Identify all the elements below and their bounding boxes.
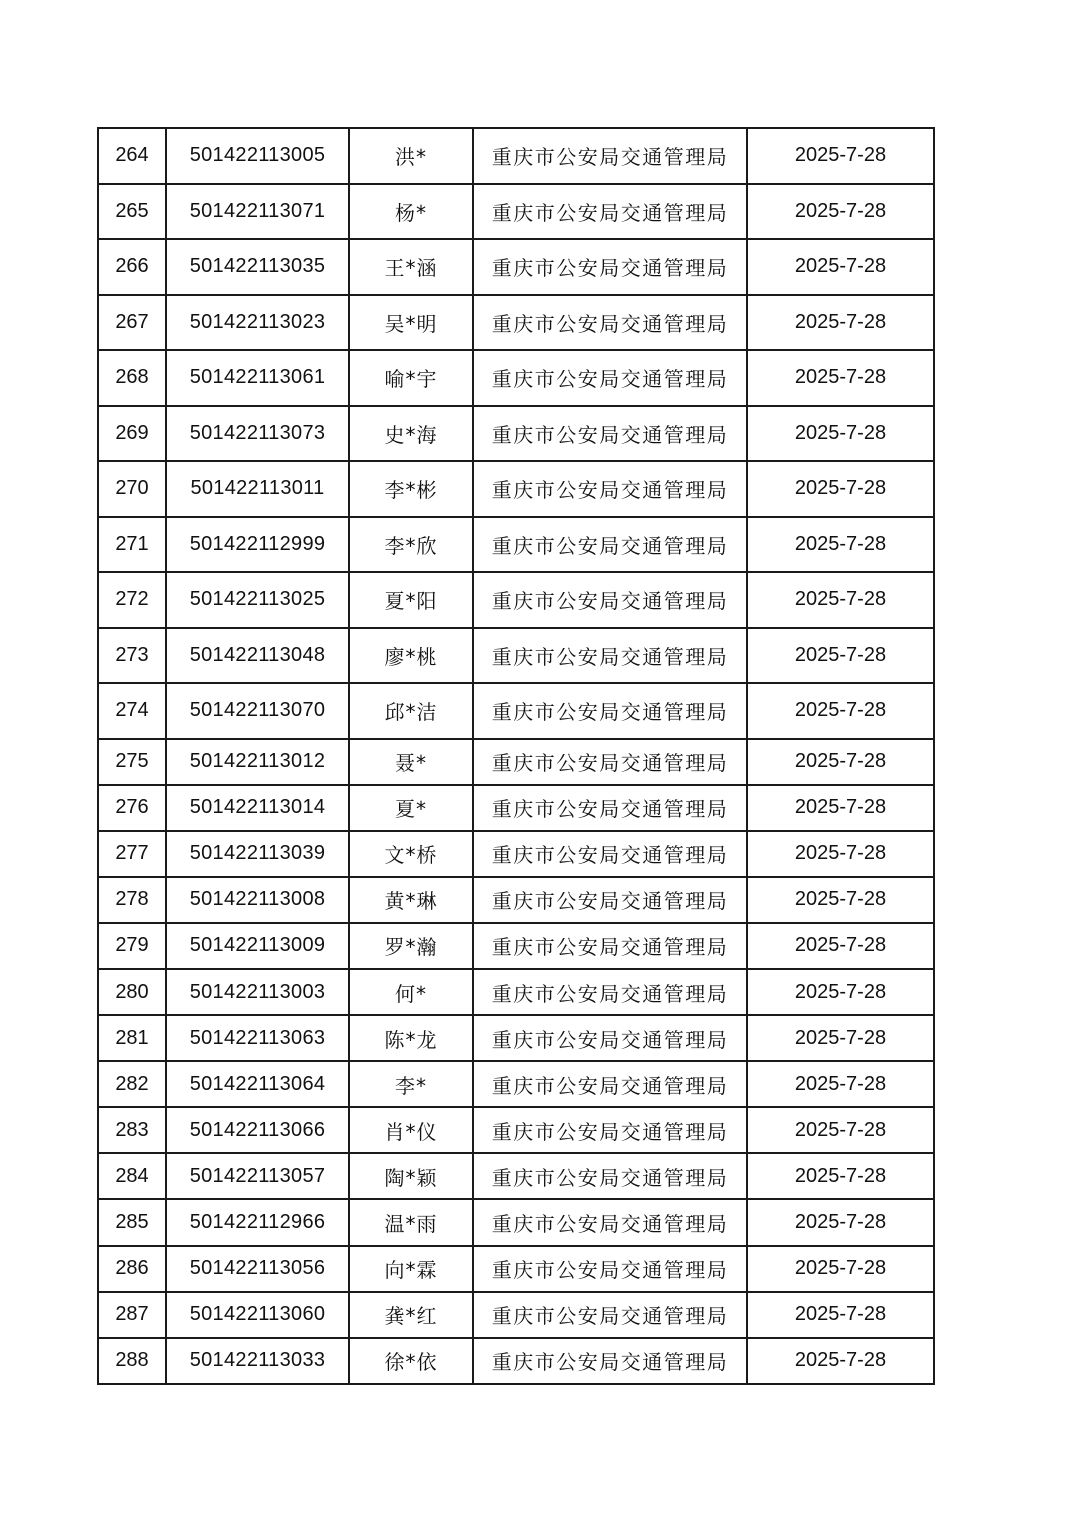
date-cell: 2025-7-28 — [747, 1153, 934, 1199]
name-cell: 喻*宇 — [349, 350, 473, 406]
sequence-cell: 288 — [98, 1338, 166, 1384]
issuing-authority-cell: 重庆市公安局交通管理局 — [473, 128, 747, 184]
date-cell: 2025-7-28 — [747, 572, 934, 628]
sequence-cell: 265 — [98, 184, 166, 240]
name-cell: 洪* — [349, 128, 473, 184]
certificate-number-cell: 501422113003 — [166, 969, 349, 1015]
certificate-number-cell: 501422112966 — [166, 1199, 349, 1245]
sequence-cell: 277 — [98, 831, 166, 877]
name-cell: 李*彬 — [349, 461, 473, 517]
name-cell: 李*欣 — [349, 517, 473, 573]
sequence-cell: 267 — [98, 295, 166, 351]
table-row — [98, 785, 934, 831]
certificate-number-cell: 501422113011 — [166, 461, 349, 517]
table-row — [98, 184, 934, 240]
issuing-authority-cell: 重庆市公安局交通管理局 — [473, 739, 747, 785]
date-cell: 2025-7-28 — [747, 1292, 934, 1338]
table-row — [98, 1292, 934, 1338]
date-cell: 2025-7-28 — [747, 785, 934, 831]
date-cell: 2025-7-28 — [747, 1199, 934, 1245]
sequence-cell: 272 — [98, 572, 166, 628]
issuing-authority-cell: 重庆市公安局交通管理局 — [473, 1292, 747, 1338]
sequence-cell: 285 — [98, 1199, 166, 1245]
certificate-number-cell: 501422113073 — [166, 406, 349, 462]
issuing-authority-cell: 重庆市公安局交通管理局 — [473, 1107, 747, 1153]
date-cell: 2025-7-28 — [747, 628, 934, 684]
name-cell: 廖*桃 — [349, 628, 473, 684]
issuing-authority-cell: 重庆市公安局交通管理局 — [473, 517, 747, 573]
table-row — [98, 1338, 934, 1384]
issuing-authority-cell: 重庆市公安局交通管理局 — [473, 628, 747, 684]
certificate-number-cell: 501422113014 — [166, 785, 349, 831]
date-cell: 2025-7-28 — [747, 184, 934, 240]
table-row — [98, 1246, 934, 1292]
table-row — [98, 406, 934, 462]
certificate-number-cell: 501422113009 — [166, 923, 349, 969]
name-cell: 吴*明 — [349, 295, 473, 351]
issuing-authority-cell: 重庆市公安局交通管理局 — [473, 1153, 747, 1199]
table-row — [98, 628, 934, 684]
certificate-number-cell: 501422113048 — [166, 628, 349, 684]
date-cell: 2025-7-28 — [747, 1246, 934, 1292]
issuing-authority-cell: 重庆市公安局交通管理局 — [473, 184, 747, 240]
sequence-cell: 283 — [98, 1107, 166, 1153]
date-cell: 2025-7-28 — [747, 683, 934, 739]
issuing-authority-cell: 重庆市公安局交通管理局 — [473, 877, 747, 923]
name-cell: 陈*龙 — [349, 1015, 473, 1061]
name-cell: 夏* — [349, 785, 473, 831]
certificate-number-cell: 501422113025 — [166, 572, 349, 628]
issuing-authority-cell: 重庆市公安局交通管理局 — [473, 239, 747, 295]
issuing-authority-cell: 重庆市公安局交通管理局 — [473, 1246, 747, 1292]
sequence-cell: 276 — [98, 785, 166, 831]
certificate-number-cell: 501422113012 — [166, 739, 349, 785]
table-row — [98, 877, 934, 923]
table-row — [98, 350, 934, 406]
sequence-cell: 287 — [98, 1292, 166, 1338]
name-cell: 文*桥 — [349, 831, 473, 877]
sequence-cell: 264 — [98, 128, 166, 184]
issuing-authority-cell: 重庆市公安局交通管理局 — [473, 1061, 747, 1107]
name-cell: 龚*红 — [349, 1292, 473, 1338]
certificate-number-cell: 501422113066 — [166, 1107, 349, 1153]
certificate-number-cell: 501422113023 — [166, 295, 349, 351]
sequence-cell: 278 — [98, 877, 166, 923]
table-row — [98, 969, 934, 1015]
table-row — [98, 1107, 934, 1153]
name-cell: 史*海 — [349, 406, 473, 462]
issuing-authority-cell: 重庆市公安局交通管理局 — [473, 831, 747, 877]
issuing-authority-cell: 重庆市公安局交通管理局 — [473, 461, 747, 517]
date-cell: 2025-7-28 — [747, 350, 934, 406]
date-cell: 2025-7-28 — [747, 461, 934, 517]
sequence-cell: 273 — [98, 628, 166, 684]
sequence-cell: 281 — [98, 1015, 166, 1061]
date-cell: 2025-7-28 — [747, 739, 934, 785]
sequence-cell: 282 — [98, 1061, 166, 1107]
date-cell: 2025-7-28 — [747, 1107, 934, 1153]
name-cell: 夏*阳 — [349, 572, 473, 628]
table-row — [98, 461, 934, 517]
issuing-authority-cell: 重庆市公安局交通管理局 — [473, 572, 747, 628]
sequence-cell: 279 — [98, 923, 166, 969]
sequence-cell: 269 — [98, 406, 166, 462]
certificate-number-cell: 501422113061 — [166, 350, 349, 406]
table-row — [98, 572, 934, 628]
name-cell: 温*雨 — [349, 1199, 473, 1245]
issuing-authority-cell: 重庆市公安局交通管理局 — [473, 785, 747, 831]
sequence-cell: 280 — [98, 969, 166, 1015]
table-row — [98, 683, 934, 739]
table-row — [98, 1153, 934, 1199]
name-cell: 李* — [349, 1061, 473, 1107]
table-row — [98, 923, 934, 969]
date-cell: 2025-7-28 — [747, 923, 934, 969]
issuing-authority-cell: 重庆市公安局交通管理局 — [473, 1338, 747, 1384]
roster-table-body — [98, 128, 934, 1384]
name-cell: 陶*颖 — [349, 1153, 473, 1199]
sequence-cell: 266 — [98, 239, 166, 295]
certificate-number-cell: 501422113035 — [166, 239, 349, 295]
issuing-authority-cell: 重庆市公安局交通管理局 — [473, 406, 747, 462]
date-cell: 2025-7-28 — [747, 831, 934, 877]
name-cell: 罗*瀚 — [349, 923, 473, 969]
certificate-number-cell: 501422113039 — [166, 831, 349, 877]
certificate-number-cell: 501422113070 — [166, 683, 349, 739]
name-cell: 王*涵 — [349, 239, 473, 295]
date-cell: 2025-7-28 — [747, 517, 934, 573]
certificate-number-cell: 501422113056 — [166, 1246, 349, 1292]
date-cell: 2025-7-28 — [747, 969, 934, 1015]
certificate-number-cell: 501422113071 — [166, 184, 349, 240]
certificate-number-cell: 501422113063 — [166, 1015, 349, 1061]
certificate-number-cell: 501422112999 — [166, 517, 349, 573]
issuing-authority-cell: 重庆市公安局交通管理局 — [473, 923, 747, 969]
table-row — [98, 1199, 934, 1245]
name-cell: 徐*依 — [349, 1338, 473, 1384]
date-cell: 2025-7-28 — [747, 1061, 934, 1107]
issuing-authority-cell: 重庆市公安局交通管理局 — [473, 683, 747, 739]
certificate-number-cell: 501422113057 — [166, 1153, 349, 1199]
table-row — [98, 1015, 934, 1061]
date-cell: 2025-7-28 — [747, 877, 934, 923]
roster-table — [97, 127, 935, 1385]
sequence-cell: 284 — [98, 1153, 166, 1199]
name-cell: 向*霖 — [349, 1246, 473, 1292]
issuing-authority-cell: 重庆市公安局交通管理局 — [473, 1015, 747, 1061]
sequence-cell: 286 — [98, 1246, 166, 1292]
name-cell: 肖*仪 — [349, 1107, 473, 1153]
table-row — [98, 295, 934, 351]
sequence-cell: 274 — [98, 683, 166, 739]
date-cell: 2025-7-28 — [747, 1338, 934, 1384]
table-row — [98, 239, 934, 295]
certificate-number-cell: 501422113060 — [166, 1292, 349, 1338]
sequence-cell: 270 — [98, 461, 166, 517]
issuing-authority-cell: 重庆市公安局交通管理局 — [473, 969, 747, 1015]
sequence-cell: 268 — [98, 350, 166, 406]
table-row — [98, 1061, 934, 1107]
certificate-number-cell: 501422113005 — [166, 128, 349, 184]
date-cell: 2025-7-28 — [747, 295, 934, 351]
issuing-authority-cell: 重庆市公安局交通管理局 — [473, 1199, 747, 1245]
table-row — [98, 831, 934, 877]
table-row — [98, 517, 934, 573]
date-cell: 2025-7-28 — [747, 128, 934, 184]
table-row — [98, 739, 934, 785]
name-cell: 何* — [349, 969, 473, 1015]
name-cell: 黄*琳 — [349, 877, 473, 923]
certificate-number-cell: 501422113033 — [166, 1338, 349, 1384]
certificate-number-cell: 501422113064 — [166, 1061, 349, 1107]
table-row — [98, 128, 934, 184]
date-cell: 2025-7-28 — [747, 1015, 934, 1061]
name-cell: 聂* — [349, 739, 473, 785]
name-cell: 邱*洁 — [349, 683, 473, 739]
issuing-authority-cell: 重庆市公安局交通管理局 — [473, 295, 747, 351]
date-cell: 2025-7-28 — [747, 406, 934, 462]
issuing-authority-cell: 重庆市公安局交通管理局 — [473, 350, 747, 406]
sequence-cell: 275 — [98, 739, 166, 785]
sequence-cell: 271 — [98, 517, 166, 573]
date-cell: 2025-7-28 — [747, 239, 934, 295]
certificate-number-cell: 501422113008 — [166, 877, 349, 923]
name-cell: 杨* — [349, 184, 473, 240]
